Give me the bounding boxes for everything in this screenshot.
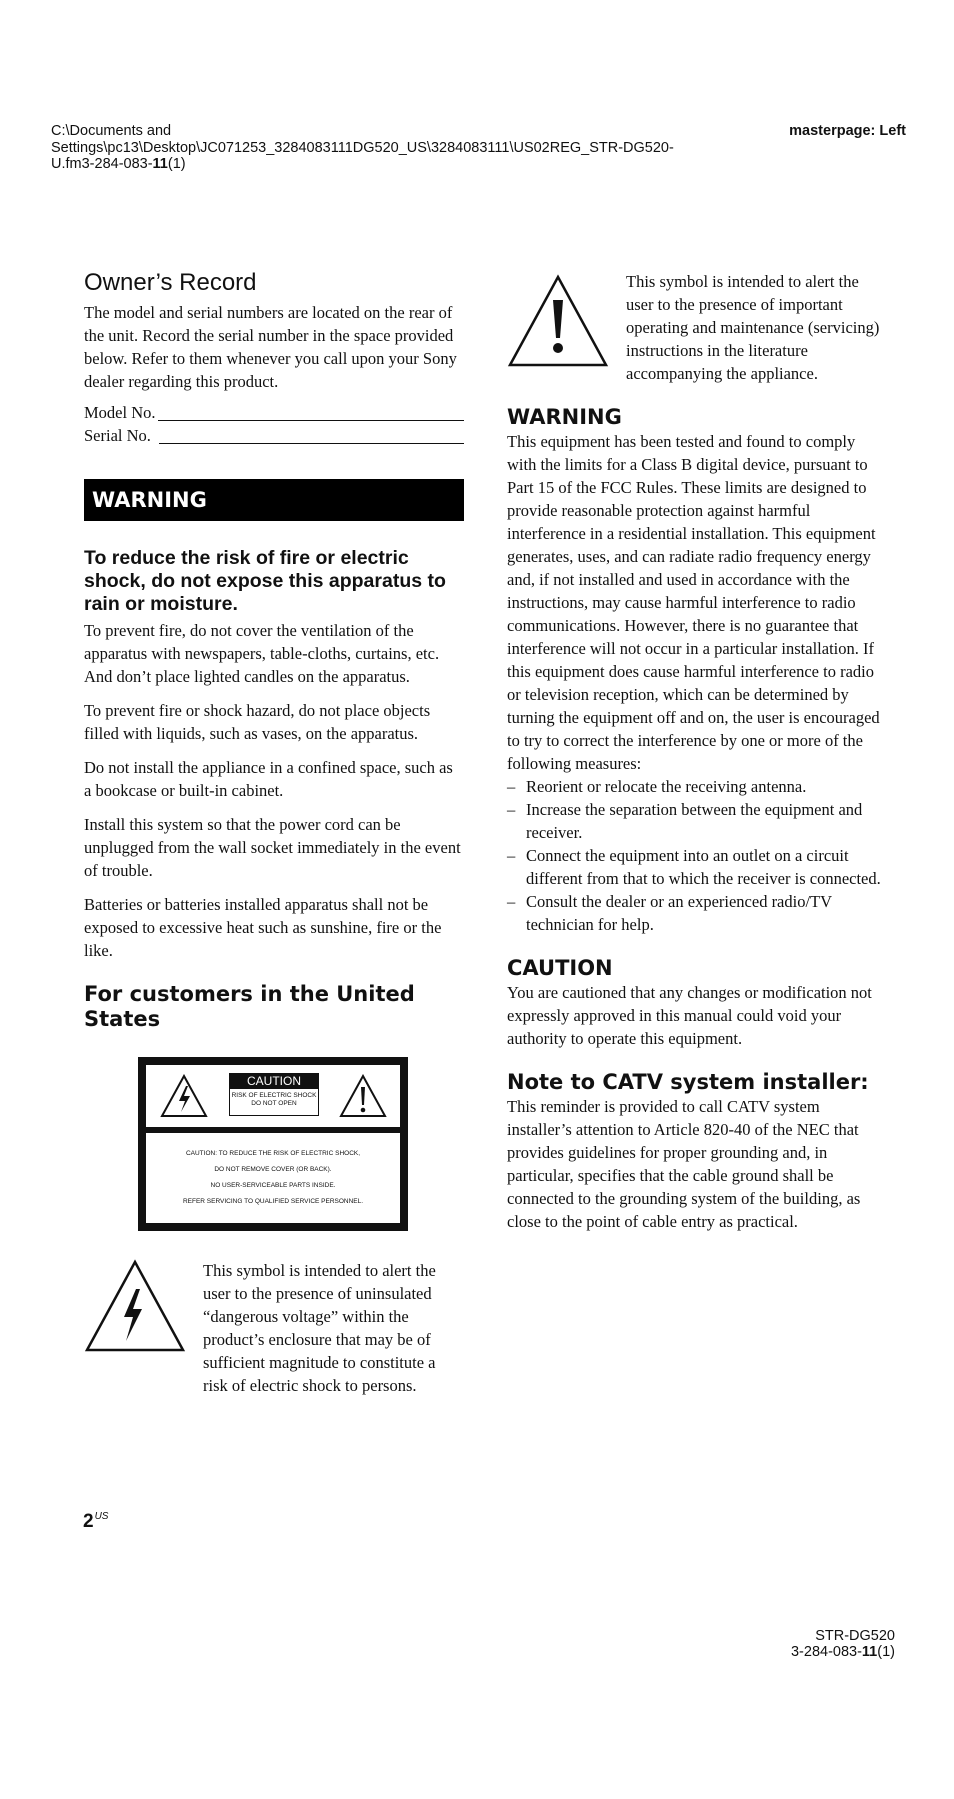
caution-line: NO USER-SERVICEABLE PARTS INSIDE.	[210, 1182, 336, 1189]
safety-paragraph: To prevent fire, do not cover the ventilation of the apparatus with newspapers, table-cloths, curtains, etc. And don’t place lighted candles on the apparatus.	[84, 621, 440, 686]
caution-line: DO NOT REMOVE COVER (OR BACK).	[214, 1166, 332, 1173]
caution-line: CAUTION: TO REDUCE THE RISK OF ELECTRIC SHOCK,	[185, 1150, 361, 1157]
caution-label-top	[146, 1065, 400, 1127]
model-number-blank	[158, 404, 465, 421]
safety-paragraph: To prevent fire or shock hazard, do not place objects filled with liquids, such as vases, on the apparatus.	[84, 701, 431, 743]
file-path-header	[51, 123, 751, 173]
warning-banner: WARNING	[84, 479, 464, 521]
measures-list	[507, 775, 887, 936]
warning-heading: To reduce the risk of fire or electric shock, do not expose this apparatus to rain or moisture.	[84, 547, 446, 615]
footer-model-code	[791, 1628, 895, 1660]
list-item: – Increase the separation between the equipment and receiver.	[507, 800, 863, 842]
exclamation-warning-icon	[339, 1074, 387, 1118]
caution-heading: CAUTION	[507, 956, 613, 980]
lightning-bolt-icon	[84, 1259, 186, 1353]
catv-text: This reminder is provided to call CATV system installer’s attention to Article 820-40 of the NEC that provides guidelines for proper grounding and, in particular, specifies that the cable ground shall be connected to the grounding system of the building, as close to the point of cable entry as practical.	[507, 1097, 861, 1231]
model-number-label: Model No.	[84, 403, 156, 422]
voltage-symbol-block	[84, 1259, 464, 1397]
list-item: – Consult the dealer or an experienced radio/TV technician for help.	[507, 892, 832, 934]
page-number: $2^{US}$	[83, 1511, 109, 1532]
owners-record-text: The model and serial numbers are located on the rear of the unit. Record the serial number in the space provided below. Refer to them whenever you call upon your Sony dealer regarding this product.	[84, 303, 457, 391]
left-column	[84, 268, 464, 1397]
safety-paragraph: Do not install the appliance in a confined space, such as a bookcase or built-in cabinet.	[84, 758, 453, 800]
list-item: – Connect the equipment into an outlet on a circuit different from that to which the receiver is connected.	[507, 846, 881, 888]
us-customers-heading: For customers in the United States	[84, 982, 415, 1031]
catv-heading: Note to CATV system installer:	[507, 1070, 869, 1094]
file-path-line-1: C:\Documents and	[51, 123, 172, 139]
exclamation-symbol-block	[507, 270, 887, 385]
serial-number-blank	[159, 427, 464, 444]
right-column	[507, 270, 887, 1233]
file-path-line-2: Settings\pc13\Desktop\JC071253_3284083111DG520_US\3284083111\US02REG_STR-DG520-	[51, 139, 674, 156]
caution-label-bottom	[146, 1133, 400, 1223]
safety-paragraph: Batteries or batteries installed apparatus shall not be exposed to excessive heat such as sunshine, fire or the like.	[84, 895, 442, 960]
exclamation-icon	[507, 274, 609, 368]
owners-record-title: Owner’s Record	[84, 269, 257, 296]
caution-section	[507, 956, 887, 1050]
footer-model: STR-DG520	[815, 1628, 895, 1644]
list-item: – Reorient or relocate the receiving antenna.	[507, 777, 807, 796]
caution-line: REFER SERVICING TO QUALIFIED SERVICE PERSONNEL.	[182, 1198, 364, 1205]
fcc-warning-text: This equipment has been tested and found to comply with the limits for a Class B digital device, pursuant to Part 15 of the FCC Rules. These limits are designed to provide reasonable protection against harmful interference in a residential installation. This equipment generates, uses, and can radiate radio frequency energy and, if not installed and used in accordance with the instructions, may cause harmful interference to radio communications. However, there is no guarantee that interference will not occur in a particular installation. If this equipment does cause harmful interference to radio or television reception, which can be determined by turning the equipment off and on, the user is encouraged to try to correct the interference by one or more of the following measures:	[507, 432, 880, 773]
caution-label-image	[138, 1057, 408, 1231]
catv-section	[507, 1070, 887, 1233]
lightning-warning-icon	[160, 1074, 208, 1118]
serial-number-line	[84, 424, 464, 447]
voltage-symbol-text: This symbol is intended to alert the user to the presence of uninsulated “dangerous voltage” within the product’s enclosure that may be of sufficient magnitude to constitute a risk of electric shock to persons.	[203, 1261, 436, 1395]
serial-number-label: Serial No.	[84, 426, 151, 445]
caution-text: You are cautioned that any changes or modification not expressly approved in this manual could void your authority to operate this equipment.	[507, 983, 872, 1048]
model-number-line	[84, 401, 464, 424]
caution-box-title: CAUTION	[230, 1074, 318, 1089]
fcc-warning-section	[507, 405, 887, 936]
footer-code: 3-284-083-11(1)	[790, 1644, 895, 1660]
caution-box	[229, 1073, 319, 1116]
file-path-line-3: U.fm3-284-083-11(1)	[51, 156, 186, 172]
fcc-warning-heading: WARNING	[507, 405, 622, 429]
safety-paragraph: Install this system so that the power cord can be unplugged from the wall socket immediately in the event of trouble.	[84, 815, 461, 880]
exclamation-symbol-text: This symbol is intended to alert the user to the presence of important operating and maintenance (servicing) instructions in the literature accompanying the appliance.	[626, 272, 880, 383]
caution-box-subtitle: RISK OF ELECTRIC SHOCK DO NOT OPEN	[231, 1092, 317, 1107]
masterpage-label: masterpage: Left	[789, 123, 906, 139]
